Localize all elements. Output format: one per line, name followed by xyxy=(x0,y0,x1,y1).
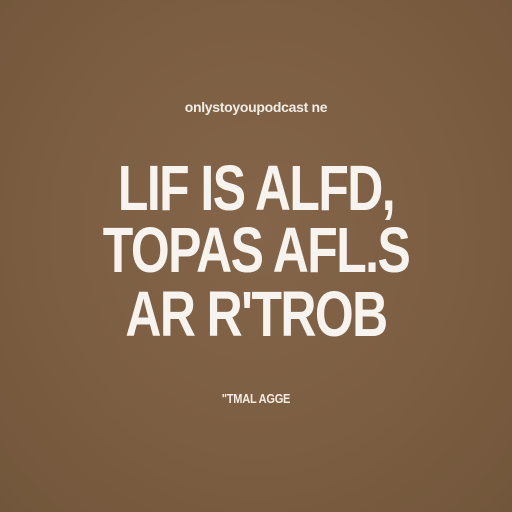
headline-line-3: AR R'TROB xyxy=(125,278,387,350)
poster-top-label: onlystoyoupodcast ne xyxy=(184,99,328,115)
headline-line-1: LIF IS ALFD, xyxy=(117,152,395,224)
poster-attribution: "TMAL AGGE xyxy=(221,391,291,406)
headline-line-2: TOPAS AFL.S xyxy=(102,214,410,286)
